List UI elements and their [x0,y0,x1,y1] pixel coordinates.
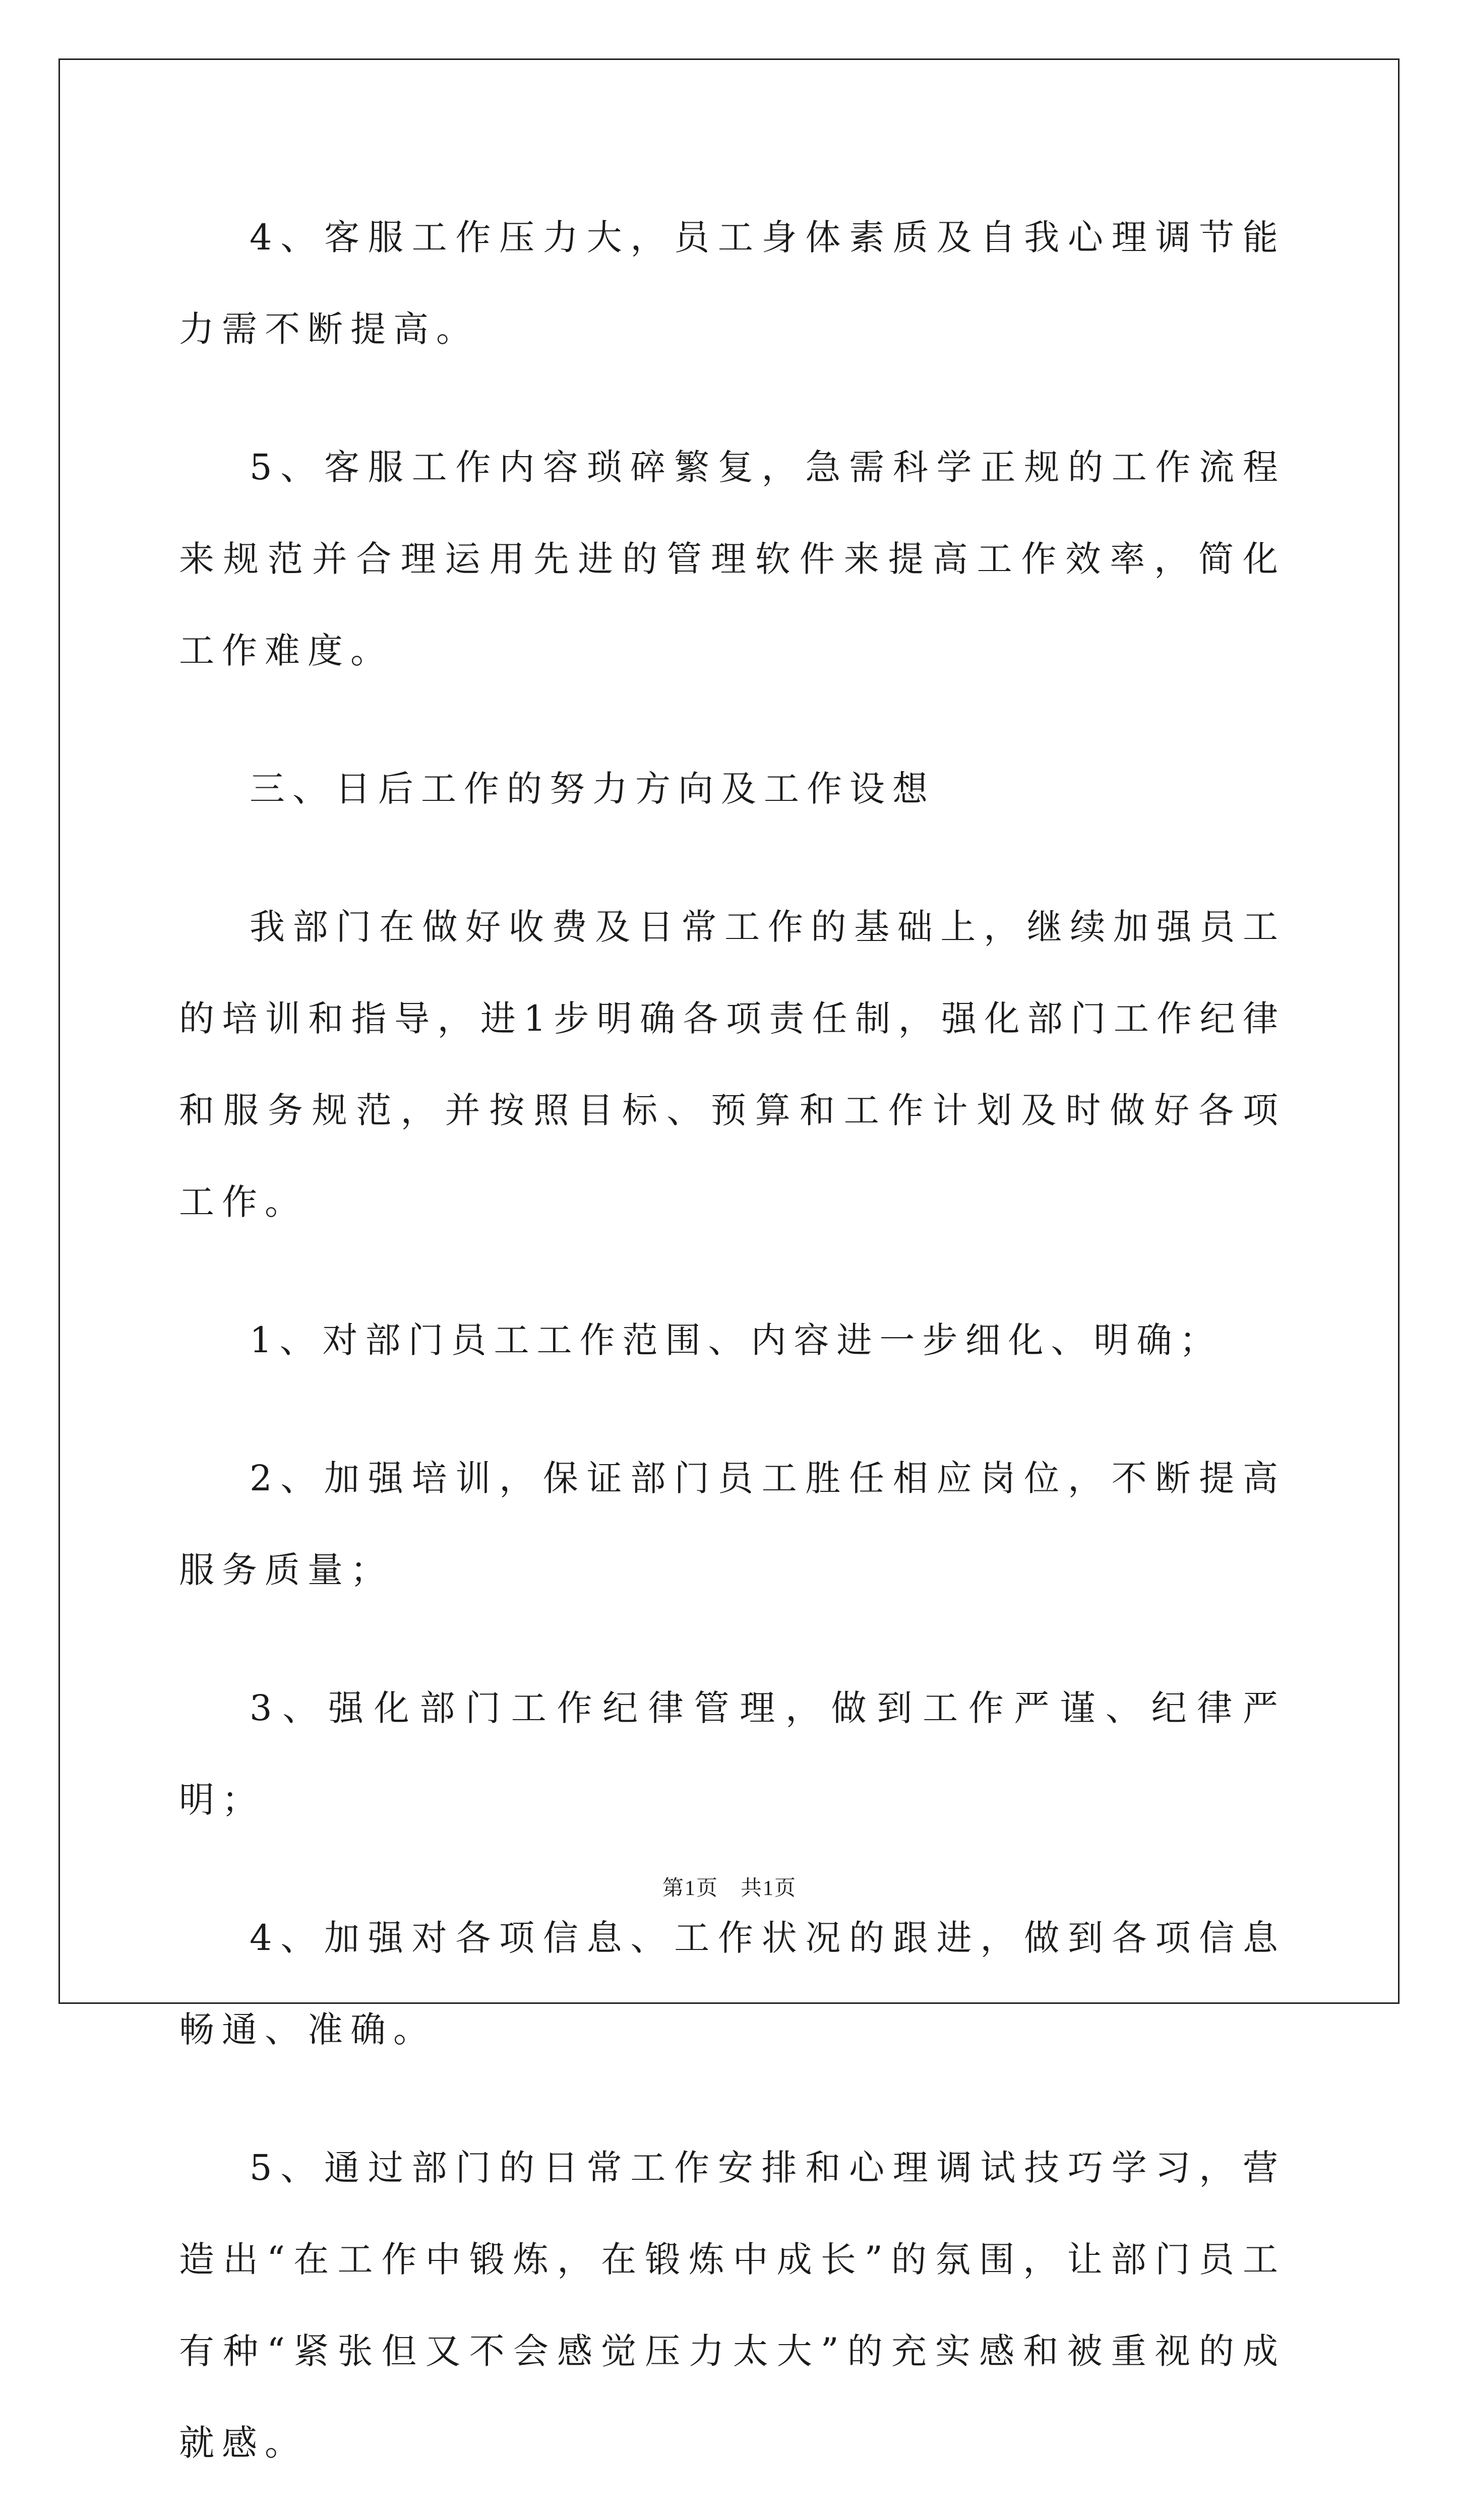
list-item: 1、对部门员工工作范围、内容进一步细化、明确； [250,1319,1223,1361]
paragraph: 4、客服工作压力大，员工身体素质及自我心理调节能力需不断提高。 [179,217,1286,350]
list-item: 5、通过部门的日常工作安排和心理调试技巧学习，营造出“在工作中锻炼，在锻炼中成长”的氛围，让部门员工有种“紧张但又不会感觉压力太大”的充实感和被重视的成就感。 [179,2147,1286,2464]
list-item: 4、加强对各项信息、工作状况的跟进，做到各项信息畅通、准确。 [179,1917,1286,2050]
list-item: 3、强化部门工作纪律管理，做到工作严谨、纪律严明； [179,1687,1286,1820]
paragraph: 5、客服工作内容琐碎繁复，急需科学正规的工作流程来规范并合理运用先进的管理软件来提高工作效率，简化工作难度。 [179,447,1286,671]
page-footer: 第1页 共1页 [662,1877,797,1900]
document-body [179,192,1286,2520]
paragraph: 我部门在做好收费及日常工作的基础上，继续加强员工的培训和指导，进1步明确各项责任制，强化部门工作纪律和服务规范，并按照目标、预算和工作计划及时做好各项工作。 [179,906,1286,1223]
list-item: 2、加强培训，保证部门员工胜任相应岗位，不断提高服务质量； [179,1458,1286,1591]
section-heading: 三、日后工作的努力方向及工作设想 [250,768,935,809]
